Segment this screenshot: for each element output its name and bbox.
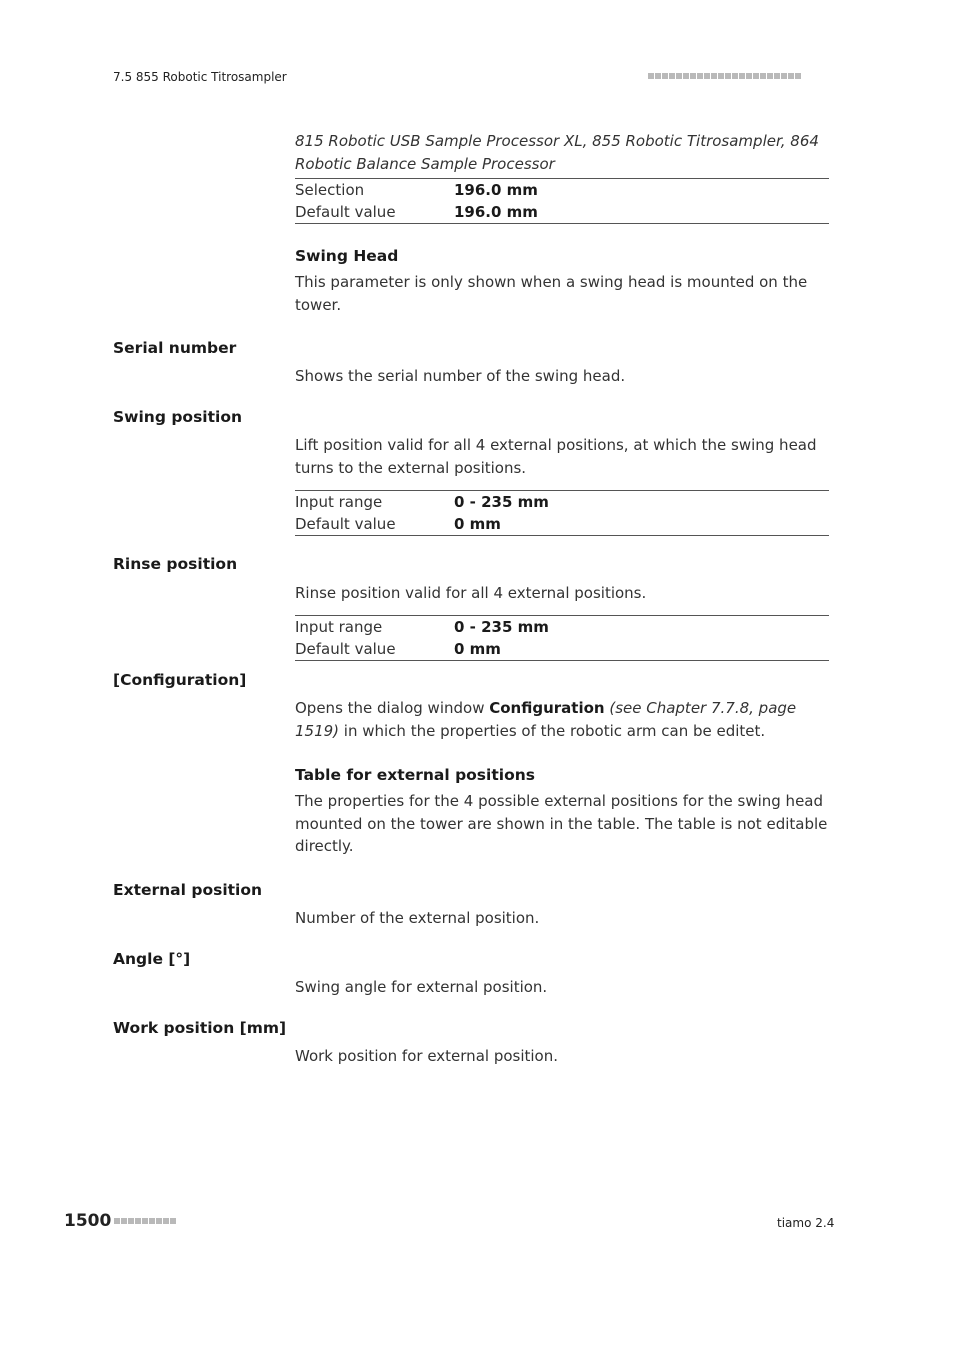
table-value: 0 mm <box>454 640 501 658</box>
angle-text: Swing angle for external position. <box>295 978 548 996</box>
rinse-position-label: Rinse position <box>113 555 238 573</box>
swing-head-text: This parameter is only shown when a swing head is mounted on the tower. <box>295 273 808 314</box>
swing-position-label: Swing position <box>113 408 243 426</box>
footer-decoration <box>114 1218 176 1224</box>
configuration-desc-block <box>295 697 829 742</box>
table-key: Input range <box>295 493 383 511</box>
header-decoration <box>648 73 801 79</box>
table-row <box>295 638 829 661</box>
table-key: Input range <box>295 618 383 636</box>
product-caption: 815 Robotic USB Sample Processor XL, 855 Robotic Titrosampler, 864 Robotic Balance Sample Processor <box>295 132 819 173</box>
table-row <box>295 491 829 514</box>
table-value: 0 mm <box>454 515 501 533</box>
table-row <box>295 179 829 202</box>
serial-number-text: Shows the serial number of the swing head. <box>295 367 626 385</box>
product-caption-block <box>295 130 829 175</box>
table-key: Default value <box>295 640 396 658</box>
selection-table <box>295 178 829 224</box>
page-number: 1500 <box>64 1211 112 1231</box>
external-table-text: The properties for the 4 possible external positions for the swing head mounted on the tower are shown in the table. The table is not editable directly. <box>295 792 828 855</box>
configuration-chapter-link[interactable]: (see Chapter 7.7.8, page 1519) <box>295 699 797 740</box>
swing-position-table <box>295 490 829 536</box>
table-value: 196.0 mm <box>454 203 538 221</box>
external-position-desc-block <box>295 907 829 930</box>
configuration-label: [Configuration] <box>113 671 247 689</box>
rinse-position-table <box>295 615 829 661</box>
swing-head-section <box>295 247 829 316</box>
table-row <box>295 616 829 639</box>
table-row <box>295 513 829 536</box>
table-value: 196.0 mm <box>454 181 538 199</box>
configuration-text <box>295 697 829 742</box>
rinse-position-text: Rinse position valid for all 4 external positions. <box>295 584 647 602</box>
work-position-text: Work position for external position. <box>295 1047 558 1065</box>
table-key: Default value <box>295 515 396 533</box>
running-header-section: 7.5 855 Robotic Titrosampler <box>113 70 287 84</box>
table-key: Selection <box>295 181 365 199</box>
footer-product-name: tiamo 2.4 <box>777 1216 835 1230</box>
configuration-dialog-name: Configuration <box>489 699 605 717</box>
table-value: 0 - 235 mm <box>454 493 549 511</box>
table-value: 0 - 235 mm <box>454 618 549 636</box>
external-table-section <box>295 766 829 858</box>
external-table-title: Table for external positions <box>295 766 535 784</box>
work-position-label: Work position [mm] <box>113 1019 287 1037</box>
serial-number-label: Serial number <box>113 339 237 357</box>
work-position-desc-block <box>295 1045 829 1068</box>
configuration-text-before: Opens the dialog window <box>295 699 490 717</box>
external-position-text: Number of the external position. <box>295 909 540 927</box>
table-row <box>295 201 829 224</box>
configuration-text-after: in which the properties of the robotic arm can be editet. <box>339 721 766 740</box>
angle-label: Angle [°] <box>113 950 191 968</box>
table-key: Default value <box>295 203 396 221</box>
external-position-label: External position <box>113 881 263 899</box>
swing-head-title: Swing Head <box>295 247 399 265</box>
rinse-position-desc-block <box>295 582 829 605</box>
swing-position-desc-block <box>295 434 829 479</box>
angle-desc-block <box>295 976 829 999</box>
swing-position-text: Lift position valid for all 4 external positions, at which the swing head turns to the external positions. <box>295 436 817 477</box>
serial-number-desc-block <box>295 365 829 388</box>
